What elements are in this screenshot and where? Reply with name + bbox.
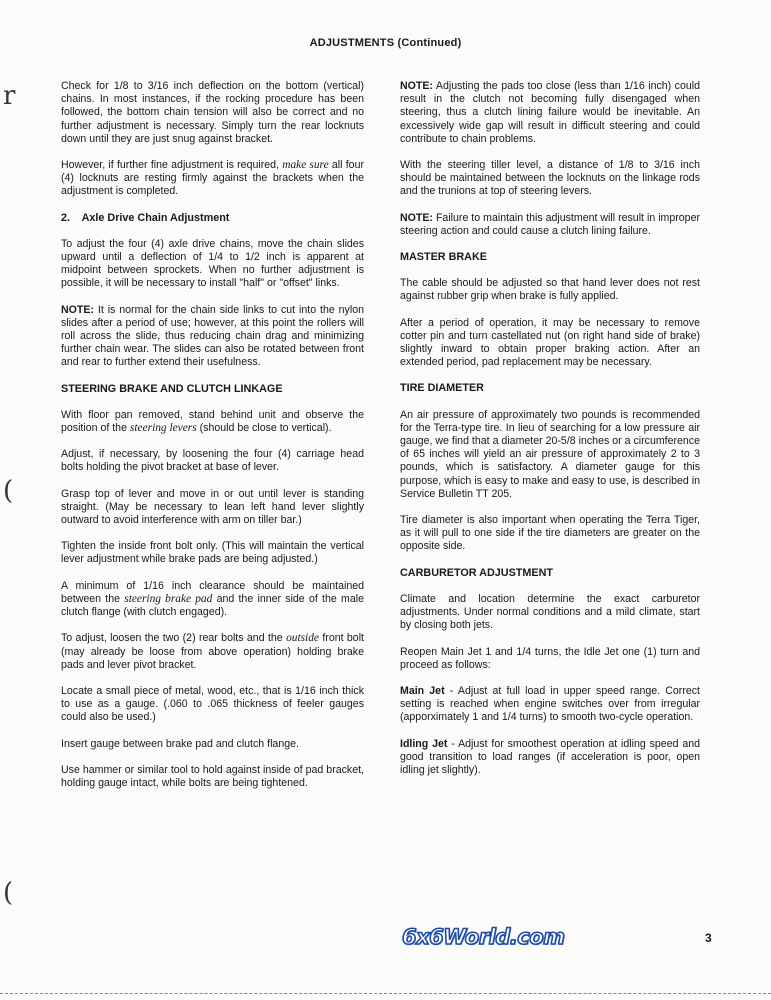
paragraph: After a period of operation, it may be necessary to remove cotter pin and turn castellated nut (on right hand side of brake) slightly inward to obtain proper braking action. After an extended period, pad replacement may be necessary. — [400, 316, 700, 369]
paragraph: The cable should be adjusted so that hand lever does not rest against rubber grip when brake is fully applied. — [400, 277, 700, 303]
margin-mark: ( — [3, 476, 14, 506]
paragraph: With floor pan removed, stand behind unit and observe the position of the steering levers (should be close to vertical). — [61, 408, 364, 435]
paragraph: Insert gauge between brake pad and clutch flange. — [61, 737, 299, 750]
paragraph: Check for 1/8 to 3/16 inch deflection on the bottom (vertical) chains. In most instances, if the rocking procedure has been followed, the bottom chain tension will also be correct and no further adjustment is necessary. Simply turn the rear locknuts down until they are just snug against bracket. — [61, 80, 364, 145]
paragraph: Climate and location determine the exact carburetor adjustments. Under normal conditions and a mild climate, start by closing both jets. — [400, 592, 700, 632]
note: NOTE: Failure to maintain this adjustment will result in improper steering action and could cause a clutch lining failure. — [400, 211, 700, 237]
paragraph: A minimum of 1/16 inch clearance should be maintained between the steering brake pad and the inner side of the male clutch flange (with clutch engaged). — [61, 579, 364, 619]
section-heading: CARBURETOR ADJUSTMENT — [400, 566, 553, 579]
paragraph: With the steering tiller level, a distance of 1/8 to 3/16 inch should be maintained between the locknuts on the linkage rods and the trunions at top of steering levers. — [400, 159, 700, 198]
left-column — [61, 80, 364, 803]
section-heading: 2. Axle Drive Chain Adjustment — [61, 211, 230, 224]
section-heading: MASTER BRAKE — [400, 251, 487, 264]
margin-mark: r — [3, 81, 16, 111]
paragraph: Tighten the inside front bolt only. (This will maintain the vertical lever adjustment while brake pads are being adjusted.) — [61, 540, 364, 566]
paragraph: Locate a small piece of metal, wood, etc., that is 1/16 inch thick to use as a gauge. (.060 to .065 thickness of feeler gauges could also be used.) — [61, 684, 364, 724]
section-heading: STEERING BRAKE AND CLUTCH LINKAGE — [61, 382, 283, 395]
page-number: 3 — [705, 931, 712, 945]
paragraph: Grasp top of lever and move in or out until lever is standing straight. (May be necessary to lean left hand lever slightly outward to avoid interference with arm on tiller bar.) — [61, 487, 364, 527]
paragraph: Idling Jet - Adjust for smoothest operation at idling speed and good transition to load ranges (if acceleration is poor, open idling jet slightly). — [400, 737, 701, 776]
paragraph: To adjust, loosen the two (2) rear bolts and the outside front bolt (may already be loose from above operation) holding brake pads and lever pivot bracket. — [61, 632, 364, 671]
paragraph: Main Jet - Adjust at full load in upper speed range. Correct setting is reached when engine switches over from irregular (apporximately 1 and 1/4 turns) to smooth two-cycle operation. — [400, 684, 700, 724]
section-heading: TIRE DIAMETER — [400, 382, 484, 395]
note: NOTE: It is normal for the chain side links to cut into the nylon slides after a period of use; however, at this point the rollers will roll across the slide, thus reducing chain drag and minimizing further chain wear. The slides can also be rotated between front and rear to further extend their usefulness. — [61, 303, 364, 369]
paragraph: To adjust the four (4) axle drive chains, move the chain slides upward until a deflection of 1/4 to 1/2 inch is apparent at midpoint between sprockets. When no further adjustment is possible, it will be necessary to install "half" or "offset" links. — [61, 237, 364, 290]
paragraph: Reopen Main Jet 1 and 1/4 turns, the Idle Jet one (1) turn and proceed as follows: — [400, 645, 700, 671]
paragraph: Adjust, if necessary, by loosening the four (4) carriage head bolts holding the pivot bracket at base of lever. — [61, 448, 364, 474]
paragraph: An air pressure of approximately two pounds is recommended for the Terra-type tire. In lieu of searching for a low pressure air gauge, we find that a diameter 20-5/8 inches or a circumference of 65 inches will yield an air pressure of approximately 2 to 3 pounds, which is satisfactory. A diameter gauge for this purpose, which is easy to make and easy to use, is described in Service Bulletin TT 205. — [400, 408, 700, 500]
right-column — [400, 80, 700, 790]
paragraph: However, if further fine adjustment is required, make sure all four (4) locknuts are resting firmly against the brackets when the adjustment is completed. — [61, 159, 364, 198]
margin-mark: ( — [3, 878, 14, 908]
note: NOTE: Adjusting the pads too close (less than 1/16 inch) could result in the clutch not becoming fully disengaged when steering, thus a clutch lining failure would be inevitable. An excessively wide gap will result in difficult steering and could contribute to chain problems. — [400, 80, 701, 145]
bottom-rule — [0, 993, 771, 994]
paragraph: Use hammer or similar tool to hold against inside of pad bracket, holding gauge intact, while bolts are being tightened. — [61, 763, 364, 789]
page-header: ADJUSTMENTS (Continued) — [309, 37, 462, 49]
paragraph: Tire diameter is also important when operating the Terra Tiger, as it will pull to one side if the tire diameters are greater on the opposite side. — [400, 514, 700, 553]
watermark-logo: 6x6World.com — [402, 925, 565, 949]
